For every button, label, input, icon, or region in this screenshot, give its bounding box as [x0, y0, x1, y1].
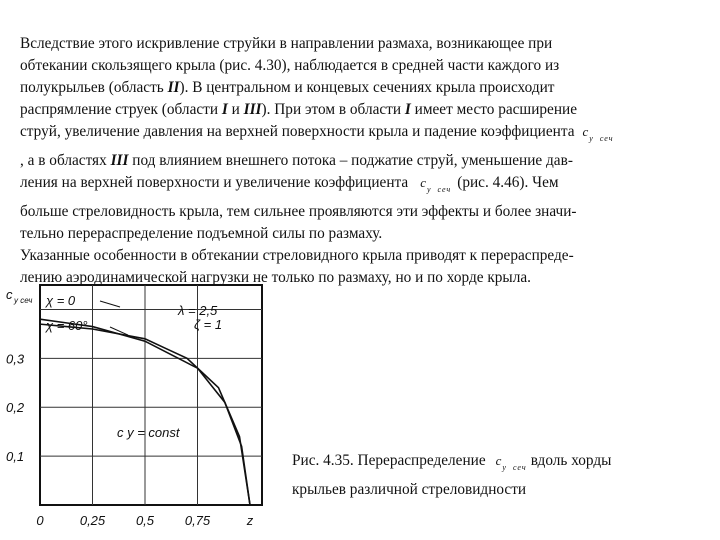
- coef-main: c: [420, 175, 427, 190]
- body-text: [20, 33, 690, 289]
- y-tick-label: 0,1: [6, 449, 25, 465]
- figure-caption: [292, 450, 712, 501]
- caption-text: Рис. 4.35. Перераспределение: [292, 452, 486, 469]
- text-span: под влиянием внешнего потока – поджатие струй, уменьшение дав-: [128, 152, 573, 169]
- coef-main: c: [582, 124, 590, 139]
- caption-line: крыльев различной стреловидности: [292, 481, 527, 498]
- coefficient-symbol: [495, 453, 527, 472]
- text-line: обтекании скользящего крыла (рис. 4.30), наблюдается в средней части каждого из: [20, 57, 560, 74]
- x-tick-label: z: [246, 513, 254, 528]
- text-span: ). При этом в области: [261, 101, 405, 118]
- y-axis-label: c: [6, 287, 13, 302]
- text-line: [20, 99, 690, 121]
- chart-annotation: ζ = 1: [194, 317, 223, 332]
- coef-y: y: [589, 134, 594, 143]
- text-span: распрямление струек (области: [20, 101, 222, 118]
- text-line: больше стреловидность крыла, тем сильнее проявляются эти эффекты и более значи-: [20, 203, 577, 220]
- chart-annotation: χ = 0: [46, 293, 76, 308]
- chart-annotation: λ = 2,5: [178, 303, 218, 318]
- coef-y: y: [426, 185, 432, 194]
- coefficient-symbol: [420, 175, 452, 194]
- text-span: и: [227, 101, 244, 118]
- text-span: ления на верхней поверхности и увеличение коэффициента: [20, 174, 409, 191]
- x-tick-label: 0,75: [184, 513, 211, 528]
- coef-y: y: [502, 463, 507, 472]
- region-label: II: [167, 79, 180, 96]
- coefficient-symbol: [582, 124, 614, 143]
- coef-sub: сеч: [512, 463, 527, 472]
- caption-text: вдоль хорды: [530, 452, 612, 469]
- text-span: (рис. 4.46). Чем: [457, 174, 559, 191]
- text-span: имеет место расширение: [410, 101, 577, 118]
- chart-annotation: χ = 60°: [46, 318, 88, 333]
- caption-line: [292, 450, 712, 479]
- region-label: III: [110, 152, 129, 169]
- region-label: I: [404, 101, 411, 118]
- chart-annotation: c y = const: [117, 425, 180, 440]
- region-label: III: [243, 101, 262, 118]
- chord-distribution-chart: [0, 280, 290, 540]
- text-line: [20, 77, 690, 99]
- y-axis-label-sub: y сеч: [14, 296, 33, 305]
- x-tick-label: 0: [36, 513, 44, 528]
- x-tick-label: 0,5: [135, 513, 155, 528]
- text-line: Указанные особенности в обтекании стреловидного крыла приводят к перераспреде-: [20, 247, 574, 264]
- coef-sub: сеч: [599, 134, 614, 143]
- coef-sub: сеч: [437, 185, 452, 194]
- text-span: полукрыльев (область: [20, 79, 168, 96]
- annotation-leader: [100, 301, 120, 307]
- text-line: тельно перераспределение подъемной силы по размаху.: [20, 225, 383, 242]
- region-label: I: [221, 101, 228, 118]
- text-line: лению аэродинамической нагрузки не только по размаху, но и по хорде крыла.: [20, 269, 531, 286]
- text-span: , а в областях: [20, 152, 111, 169]
- text-line: [20, 121, 690, 150]
- coef-main: c: [495, 453, 503, 468]
- text-span: ). В центральном и концевых сечениях крыла происходит: [179, 79, 555, 96]
- text-line: Вследствие этого искривление струйки в направлении размаха, возникающее при: [20, 35, 553, 52]
- text-line: [20, 150, 690, 172]
- text-span: струй, увеличение давления на верхней поверхности крыла и падение коэффициента: [20, 123, 575, 140]
- y-tick-label: 0,2: [6, 400, 25, 416]
- y-tick-label: 0,3: [6, 351, 25, 367]
- text-line: [20, 172, 690, 201]
- x-tick-label: 0,25: [79, 513, 106, 528]
